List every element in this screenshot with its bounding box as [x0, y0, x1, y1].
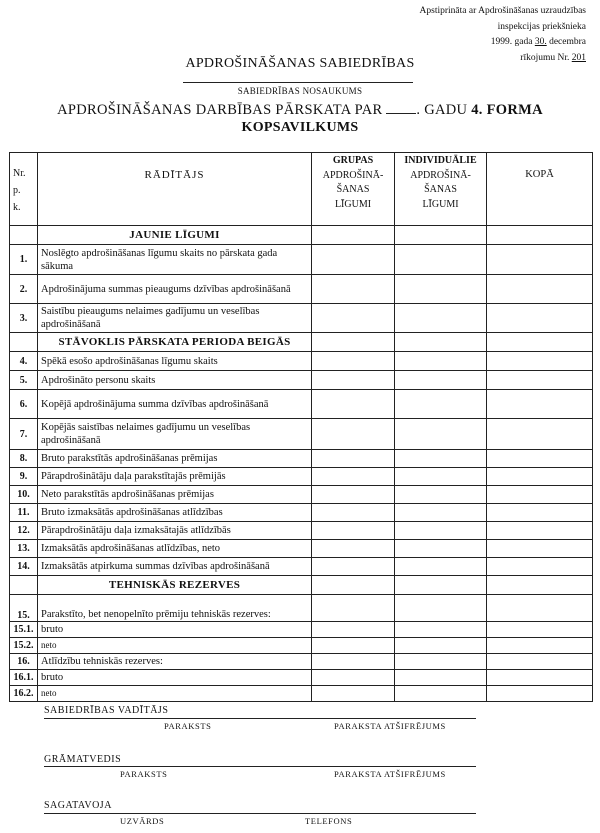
row-label: Apdrošināto personu skaits	[38, 371, 312, 390]
table-row	[10, 371, 593, 390]
row-label: Neto parakstītās apdrošināšanas prēmijas	[38, 486, 312, 504]
cell[interactable]	[395, 654, 487, 670]
cell[interactable]	[395, 390, 487, 419]
cell[interactable]	[487, 670, 593, 686]
cell[interactable]	[395, 352, 487, 371]
cell[interactable]	[395, 371, 487, 390]
row-nr: 12.	[10, 522, 38, 540]
table-header-row	[10, 153, 593, 226]
row-label: Kopējā apdrošinājuma summa dzīvības apdrošināšanā	[38, 390, 312, 419]
cell[interactable]	[312, 275, 395, 304]
approval-year: 1999. gada	[490, 37, 533, 47]
section-row	[10, 226, 593, 245]
cell[interactable]	[312, 450, 395, 468]
table-row	[10, 558, 593, 576]
company-head-signature-line[interactable]	[44, 718, 476, 719]
cell[interactable]	[312, 638, 395, 654]
cell[interactable]	[395, 486, 487, 504]
cell[interactable]	[312, 522, 395, 540]
section-row	[10, 576, 593, 595]
form-number: 4. FORMA	[471, 102, 543, 118]
prepared-by-label: SAGATAVOJA	[44, 800, 112, 811]
cell[interactable]	[312, 595, 395, 622]
table-row	[10, 304, 593, 333]
cell[interactable]	[312, 333, 395, 352]
cell[interactable]	[395, 275, 487, 304]
table-row	[10, 486, 593, 504]
cell[interactable]	[395, 622, 487, 638]
cell[interactable]	[487, 333, 593, 352]
cell[interactable]	[395, 304, 487, 333]
company-head-signature-caption: PARAKSTS	[164, 721, 212, 731]
header-group-contracts	[312, 153, 395, 226]
table-row	[10, 686, 593, 702]
cell[interactable]	[312, 245, 395, 275]
company-heading: APDROŠINĀŠANAS SABIEDRĪBAS	[185, 56, 415, 71]
row-nr: 7.	[10, 419, 38, 450]
cell[interactable]	[395, 226, 487, 245]
table-row	[10, 622, 593, 638]
cell[interactable]	[312, 226, 395, 245]
cell[interactable]	[312, 654, 395, 670]
table-row	[10, 540, 593, 558]
row-nr: 8.	[10, 450, 38, 468]
cell[interactable]	[395, 504, 487, 522]
cell[interactable]	[395, 638, 487, 654]
surname-caption: UZVĀRDS	[120, 816, 165, 826]
header-indiv-l4: LĪGUMI	[422, 198, 459, 210]
header-nr	[10, 153, 38, 226]
section-new-contracts: JAUNIE LĪGUMI	[38, 226, 312, 245]
company-head-decoding-caption: PARAKSTA ATŠIFRĒJUMS	[334, 721, 446, 731]
cell[interactable]	[487, 540, 593, 558]
cell[interactable]	[312, 558, 395, 576]
header-nr-2: p.	[13, 185, 21, 196]
row-label: bruto	[38, 622, 312, 638]
report-subtitle: KOPSAVILKUMS	[241, 120, 359, 135]
cell[interactable]	[487, 686, 593, 702]
header-nr-3: k.	[13, 202, 21, 213]
cell[interactable]	[395, 686, 487, 702]
cell[interactable]	[395, 333, 487, 352]
row-label: Parakstīto, bet nenopelnīto prēmiju tehniskās rezerves:	[38, 595, 312, 622]
header-indiv-l1: INDIVIDUĀLIE	[404, 155, 477, 166]
table-row	[10, 468, 593, 486]
row-label: Pārapdrošinātāju daļa parakstītajās prēmijās	[38, 468, 312, 486]
section-row	[10, 333, 593, 352]
header-group-l3: ŠANAS	[336, 184, 370, 195]
table-row	[10, 595, 593, 622]
table-row	[10, 638, 593, 654]
cell[interactable]	[487, 245, 593, 275]
header-indiv-l2: APDROŠINĀ-	[410, 169, 471, 181]
row-label: Bruto izmaksātās apdrošināšanas atlīdzības	[38, 504, 312, 522]
cell[interactable]	[487, 275, 593, 304]
report-year-blank[interactable]	[386, 101, 416, 114]
cell[interactable]	[395, 576, 487, 595]
cell[interactable]	[395, 245, 487, 275]
table-row	[10, 522, 593, 540]
cell[interactable]	[487, 304, 593, 333]
report-title-prefix: APDROŠINĀŠANAS DARBĪBAS PĀRSKATA PAR	[57, 102, 383, 118]
cell[interactable]	[487, 468, 593, 486]
cell[interactable]	[395, 670, 487, 686]
approval-month: decembra	[549, 37, 586, 47]
cell[interactable]	[312, 390, 395, 419]
row-nr: 16.2.	[10, 686, 38, 702]
prepared-by-line[interactable]	[44, 813, 476, 814]
row-nr: 11.	[10, 504, 38, 522]
table-row	[10, 654, 593, 670]
row-nr: 16.	[10, 654, 38, 670]
cell[interactable]	[395, 522, 487, 540]
approval-order-number: 201	[571, 52, 586, 63]
row-label: Apdrošinājuma summas pieaugums dzīvības apdrošināšanā	[38, 275, 312, 304]
section-period-end: STĀVOKLIS PĀRSKATA PERIODA BEIGĀS	[38, 333, 312, 352]
cell[interactable]	[487, 576, 593, 595]
company-name-caption: SABIEDRĪBAS NOSAUKUMS	[237, 86, 363, 96]
row-nr: 15.1.	[10, 622, 38, 638]
table-row	[10, 450, 593, 468]
accountant-decoding-caption: PARAKSTA ATŠIFRĒJUMS	[334, 769, 446, 779]
cell[interactable]	[487, 486, 593, 504]
table-row	[10, 275, 593, 304]
header-group-l2: APDROŠINĀ-	[322, 169, 384, 181]
row-label: bruto	[38, 670, 312, 686]
approval-line-1: Apstiprināta ar Apdrošināšanas uzraudzības	[419, 6, 586, 16]
row-label: Izmaksātās atpirkuma summas dzīvības apdrošināšanā	[38, 558, 312, 576]
cell[interactable]	[487, 371, 593, 390]
row-nr: 13.	[10, 540, 38, 558]
cell[interactable]	[487, 558, 593, 576]
section-technical-reserves: TEHNISKĀS REZERVES	[38, 576, 312, 595]
company-name-line[interactable]	[183, 82, 413, 83]
summary-table	[9, 152, 593, 702]
table-row	[10, 352, 593, 371]
report-title	[0, 101, 600, 119]
section-nr-cell	[10, 226, 38, 245]
row-label: Bruto parakstītās apdrošināšanas prēmijas	[38, 450, 312, 468]
cell[interactable]	[487, 419, 593, 450]
cell[interactable]	[395, 595, 487, 622]
row-nr: 14.	[10, 558, 38, 576]
row-nr: 3.	[10, 304, 38, 333]
row-label: neto	[38, 686, 312, 702]
cell[interactable]	[395, 558, 487, 576]
row-nr: 4.	[10, 352, 38, 371]
cell[interactable]	[487, 638, 593, 654]
row-nr: 1.	[10, 245, 38, 275]
header-group-l4: LĪGUMI	[334, 198, 372, 210]
accountant-label: GRĀMATVEDIS	[44, 754, 122, 765]
cell[interactable]	[312, 352, 395, 371]
cell[interactable]	[312, 686, 395, 702]
approval-order-prefix: rīkojumu Nr.	[520, 52, 570, 63]
row-label: Saistību pieaugums nelaimes gadījumu un veselības apdrošināšanā	[38, 304, 312, 333]
row-label: Izmaksātās apdrošināšanas atlīdzības, neto	[38, 540, 312, 558]
accountant-signature-caption: PARAKSTS	[120, 769, 168, 779]
cell[interactable]	[395, 450, 487, 468]
row-nr: 16.1.	[10, 670, 38, 686]
row-label: Atlīdzību tehniskās rezerves:	[38, 654, 312, 670]
cell[interactable]	[487, 504, 593, 522]
cell[interactable]	[487, 390, 593, 419]
cell[interactable]	[312, 304, 395, 333]
cell[interactable]	[312, 576, 395, 595]
approval-line-2: inspekcijas priekšnieka	[497, 21, 586, 32]
table-row	[10, 245, 593, 275]
row-label: neto	[38, 638, 312, 654]
cell[interactable]	[487, 352, 593, 371]
cell[interactable]	[312, 622, 395, 638]
row-label: Kopējās saistības nelaimes gadījumu un veselības apdrošināšanā	[38, 419, 312, 450]
phone-caption: TELEFONS	[305, 816, 353, 826]
report-year-suffix: . GADU	[416, 102, 468, 118]
cell[interactable]	[312, 670, 395, 686]
cell[interactable]	[487, 622, 593, 638]
section-nr-cell	[10, 333, 38, 352]
cell[interactable]	[312, 419, 395, 450]
section-nr-cell	[10, 576, 38, 595]
cell[interactable]	[312, 468, 395, 486]
table-row	[10, 390, 593, 419]
header-raditajs: RĀDĪTĀJS	[38, 153, 312, 226]
cell[interactable]	[312, 486, 395, 504]
row-nr: 10.	[10, 486, 38, 504]
header-nr-1: Nr.	[13, 168, 26, 179]
row-nr: 5.	[10, 371, 38, 390]
company-head-label: SABIEDRĪBAS VADĪTĀJS	[44, 705, 169, 716]
table-row	[10, 419, 593, 450]
header-group-l1: GRUPAS	[332, 155, 374, 166]
cell[interactable]	[487, 595, 593, 622]
header-total: KOPĀ	[487, 153, 593, 226]
cell[interactable]	[312, 371, 395, 390]
cell[interactable]	[487, 522, 593, 540]
approval-line-3	[396, 35, 586, 51]
cell[interactable]	[312, 504, 395, 522]
table-row	[10, 504, 593, 522]
approval-day: 30.	[534, 37, 547, 47]
cell[interactable]	[395, 540, 487, 558]
row-nr: 9.	[10, 468, 38, 486]
row-label: Spēkā esošo apdrošināšanas līgumu skaits	[38, 352, 312, 371]
header-individual-contracts	[395, 153, 487, 226]
table-row	[10, 670, 593, 686]
accountant-signature-line[interactable]	[44, 766, 476, 767]
header-indiv-l3: ŠANAS	[424, 184, 457, 195]
row-nr: 15.	[10, 595, 38, 622]
row-nr: 2.	[10, 275, 38, 304]
cell[interactable]	[487, 450, 593, 468]
row-nr: 6.	[10, 390, 38, 419]
cell[interactable]	[487, 654, 593, 670]
row-label: Pārapdrošinātāju daļa izmaksātajās atlīdzībās	[38, 522, 312, 540]
cell[interactable]	[312, 540, 395, 558]
cell[interactable]	[395, 419, 487, 450]
cell[interactable]	[487, 226, 593, 245]
row-label: Noslēgto apdrošināšanas līgumu skaits no pārskata gada sākuma	[38, 245, 312, 275]
row-nr: 15.2.	[10, 638, 38, 654]
cell[interactable]	[395, 468, 487, 486]
